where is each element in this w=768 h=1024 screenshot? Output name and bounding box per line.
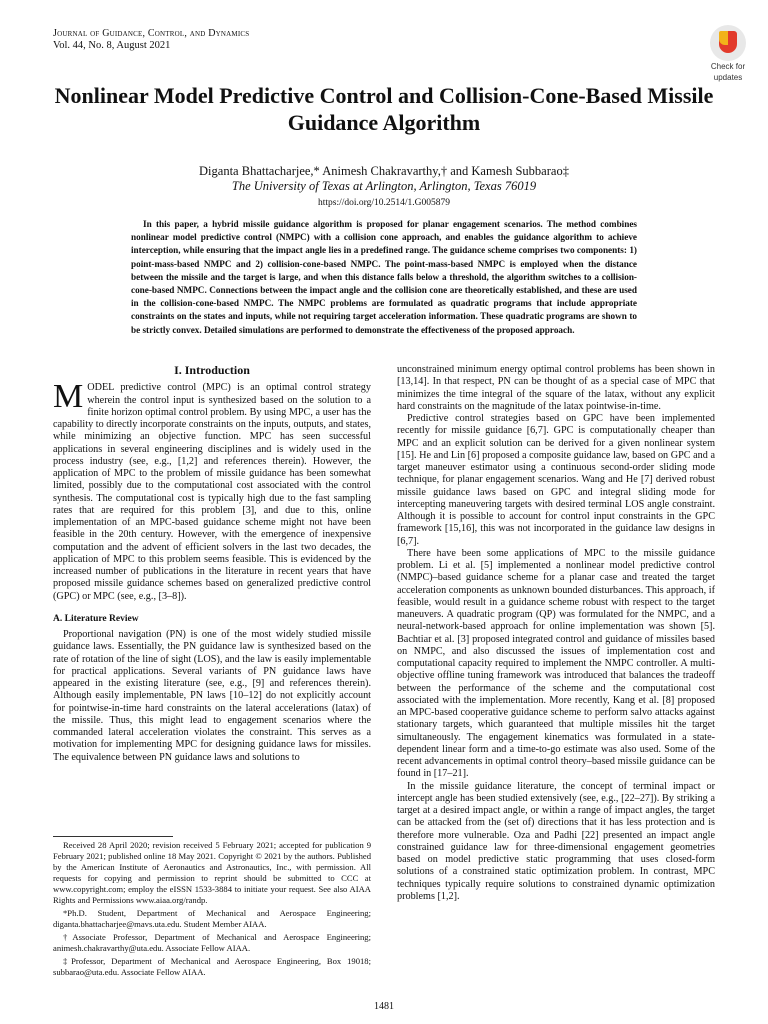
right-paragraph-1: unconstrained minimum energy optimal control problems has been shown in [13,14]. In that respect, PN can be thought of as a special case of MPC that minimizes the time integral of the square of the latax, without any explicit hard constraints on the magnitude of the latax pointwise-in-time. <box>397 364 715 412</box>
right-paragraph-3: There have been some applications of MPC to the missile guidance problem. Li et al. [5] implemented a nonlinear model predictive control (NMPC)–based guidance scheme for a planar case and treated the target acceleration components as unknown bounded disturbances. This approach, if feasible, would result in a guidance scheme robust with respect to the target maneuvers. A quadratic program (QP) was formulated for the NMPC, and a neural-network-based approach for online implementation was shown [5]. Bachtiar et al. [3] proposed integrated control and guidance of missiles based on NMPC, and also discussed the issues of implementation cost and computational capacity required to implement the NMPC controller. A multi-objective offline tuning framework was introduced that balances the tradeoff between the performance of the scheme and the computational cost associated with the implementation. More recently, Kang et al. [8] proposed an MPC-based cooperative guidance scheme to perform salvo attacks against stationary targets, which guaranteed that multiple missiles hit the target simultaneously. The engagement kinematics was formulated in a state-dependent linear form and a time-to-go estimate was also used. Some of the recent advancements in optimal control theory–based missile guidance can be found in [17–21]. <box>397 547 715 780</box>
affiliation: The University of Texas at Arlington, Arlington, Texas 76019 <box>231 179 537 193</box>
section-heading-introduction: I. Introduction <box>174 363 250 377</box>
journal-name: Journal of Guidance, Control, and Dynamics <box>53 28 250 39</box>
page-number: 1481 <box>374 1001 394 1012</box>
footnote-author-3: ‡Professor, Department of Mechanical and Aerospace Engineering, Box 19018; subbarao@uta.edu. Associate Fellow AIAA. <box>53 956 371 977</box>
right-paragraph-4: In the missile guidance literature, the concept of terminal impact or intercept angle has been studied extensively (see, e.g., [22–27]). By striking a target at a desired impact angle, or within a range of impact angles, the target can be attacked from the (set of) directions that it has less protection and is therefore more vulnerable. Oza and Padhi [22] presented an impact angle constrained guidance law for three-dimensional engagement geometries based on model predictive static programming that uses closed-form solutions of a constrained static optimization problem. In contrast, MPC techniques typically require solutions to constrained dynamic optimization problems [1,2]. <box>397 780 715 902</box>
authors: Diganta Bhattacharjee,* Animesh Chakravarthy,† and Kamesh Subbarao‡ <box>199 164 569 178</box>
subsection-heading-literature-review: A. Literature Review <box>53 613 139 624</box>
paper-title: Nonlinear Model Predictive Control and Collision-Cone-Based Missile Guidance Algorithm <box>54 83 714 135</box>
volume-info: Vol. 44, No. 8, August 2021 <box>53 40 171 51</box>
footnote-author-2: †Associate Professor, Department of Mechanical and Aerospace Engineering; animesh.chakravarthy@uta.edu. Associate Fellow AIAA. <box>53 932 371 953</box>
right-column <box>397 364 715 903</box>
doi-link[interactable]: https://doi.org/10.2514/1.G005879 <box>317 198 451 208</box>
badge-line1: Check for <box>710 62 746 71</box>
abstract: In this paper, a hybrid missile guidance algorithm is proposed for planar engagement scenarios. The method combines nonlinear model predictive control (NMPC) with a collision cone approach, and enables the guidance algorithm to achieve interception, while ensuring that the impact angle lies in a predefined range. The guidance scheme comprises two components: 1) point-mass-based NMPC and 2) collision-cone-based NMPC. The point-mass-based NMPC is employed when the distance between the missile and the target is large, and when this distance falls below a threshold, the algorithm switches to a collision-cone-based NMPC. Connections between the impact angle and the collision cone are theoretically established, and these are used in the collision-cone-based NMPC. The NMPC problems are formulated as quadratic programs that include appropriate constraints on the states and inputs, while not requiring target acceleration information. These quadratic programs are shown to be strictly convex. Detailed simulations are performed to demonstrate the effectiveness of the proposed approach. <box>131 219 637 335</box>
footnote-divider <box>53 836 173 837</box>
drop-cap: M <box>53 378 84 416</box>
badge-line2: updates <box>713 72 743 82</box>
check-for-updates-icon <box>710 25 746 61</box>
left-column <box>53 364 371 764</box>
footnote-received: Received 28 April 2020; revision received 5 February 2021; accepted for publication 9 February 2021; published online 18 May 2021. Copyright © 2021 by the authors. Published by the American Institute of Aeronautics and Astronautics, Inc., with permission. All requests for copying and permission to reprint should be submitted to CCC at www.copyright.com; employ the eISSN 1533-3884 to initiate your request. See also AIAA Rights and Permissions www.aiaa.org/randp. <box>53 840 371 905</box>
footnotes <box>53 840 371 980</box>
footnote-author-1: *Ph.D. Student, Department of Mechanical and Aerospace Engineering; diganta.bhattacharjee@mavs.uta.edu. Student Member AIAA. <box>53 908 371 929</box>
right-paragraph-2: Predictive control strategies based on GPC have been implemented recently for missile guidance [6,7]. GPC is computationally cheaper than MPC and an explicit solution can be derived for a given nonlinear system [15]. He and Lin [6] proposed a composite guidance law, based on GPC and a target maneuver estimator using a continuous second-order sliding mode technique, for planar engagement scenarios. Wang and He [7] derived robust missile guidance laws based on GPC and integral sliding mode for intercepting maneuvering targets with desired terminal LOS angle constraint. Although it is possible to account for control input constraints in the GPC framework [15,16], this was not incorporated in the guidance law designs in [6,7]. <box>397 413 715 547</box>
literature-paragraph: Proportional navigation (PN) is one of the most widely studied missile guidance laws. Essentially, the PN guidance law is synthesized based on the rate of rotation of the line of sight (LOS), and the law is easily implementable for practical applications. Several variants of PN guidance laws have appeared in the existing literature (see, e.g., [9] and references therein). Although easily implementable, PN laws [10–12] do not explicitly account for pointwise-in-time hard constraints on the lateral accelerations (latax) of the missile. Thus, this might lead to engagement scenarios where the commanded lateral acceleration violates the constraint. This serves as a motivation for implementing MPC for designing guidance laws for missiles. The equivalence between PN guidance laws and solutions to <box>53 629 371 763</box>
intro-paragraph <box>53 378 371 603</box>
intro-text: ODEL predictive control (MPC) is an optimal control strategy wherein the control input is synthesized based on the solution to a finite horizon optimal control problem. By using MPC, a user has the capability to directly incorporate constraints on the inputs, outputs, and states, while minimizing an objective function. MPC has seen successful applications in several engineering disciplines and is widely used in the process industry (see, e.g., [1,2] and references therein). However, the application of MPC to the problem of missile guidance has been somewhat limited, possibly due to the computational cost associated with the control synthesis. The computational cost is typically high due to the fast sampling rates that are required for this problem [3], and due to this, online implementation of an MPC-based guidance scheme might not have been feasible in the 20th century. However, with the emergence of inexpensive computation and the advent of efficient solvers in the last two decades, the application of MPC to this problem seems feasible. This is evidenced by the increased number of publications in the literature in recent years that have proposed missile guidance schemes based on generalized predictive control (GPC) or MPC (see, e.g., [3–8]). <box>53 382 371 602</box>
check-for-updates-badge[interactable] <box>700 25 756 83</box>
